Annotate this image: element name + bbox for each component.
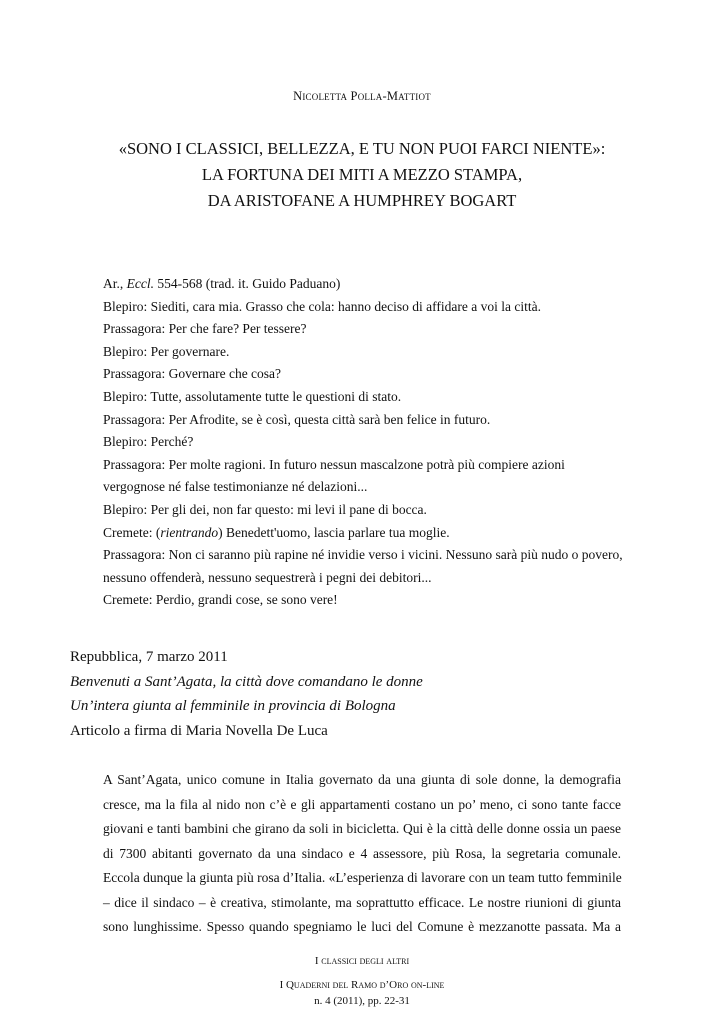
body-line: giovani e tanti bambini che girano da soli in bicicletta. Qui è la città delle donne ossia un paese (103, 821, 621, 836)
quote-line: Prassagora: Per Afrodite, se è così, questa città sarà ben felice in futuro. (103, 411, 491, 427)
cremete-prefix: Cremete: ( (103, 524, 161, 540)
page-footer (0, 953, 724, 1009)
title-line-3: DA ARISTOFANE A HUMPHREY BOGART (207, 191, 517, 210)
quote-source-suffix: 554-568 (trad. it. Guido Paduano) (153, 276, 341, 291)
cremete-suffix: ) Benedett'uomo, lascia parlare tua moglie. (218, 524, 450, 540)
title-line-1: «SONO I CLASSICI, BELLEZZA, E TU NON PUOI FARCI NIENTE»: (118, 139, 606, 158)
body-line: di 7300 abitanti governato da una sindaco e 4 assessore, più Rosa, la segretaria comunale. (103, 845, 621, 861)
quote-line: vergognose né false testimonianze né delazioni... (103, 479, 368, 495)
quote-line: Blepiro: Tutte, assolutamente tutte le questioni di stato. (103, 388, 402, 404)
quote-source (103, 273, 663, 296)
body-line: cresce, ma la fila al nido non c’è e gli appartamenti costano un po’ meno, ci sono tante facce (103, 796, 621, 812)
article-source: Repubblica, 7 marzo 2011 (70, 649, 228, 665)
quote-source-prefix: Ar., (103, 276, 127, 291)
body-line: A Sant’Agata, unico comune in Italia governato da una giunta di sole donne, la demografia (103, 772, 621, 787)
paper-title (0, 136, 724, 214)
quote-line: nessuno offenderà, nessuno sequestrerà i pegni dei debitori... (103, 569, 432, 585)
quote-source-work: Eccl. (126, 276, 154, 291)
footer-issue: n. 4 (2011), pp. 22-31 (314, 995, 410, 1007)
quote-line: Prassagora: Per che fare? Per tessere? (103, 321, 307, 337)
quote-line: Prassagora: Governare che cosa? (103, 366, 282, 382)
quote-line: Prassagora: Per molte ragioni. In futuro nessun mascalzone potrà più compiere azioni (103, 456, 565, 472)
article-headline: Benvenuti a Sant’Agata, la città dove comandano le donne (70, 673, 423, 690)
quote-line: Blepiro: Per gli dei, non far questo: mi levi il pane di bocca. (103, 501, 427, 517)
article-byline: Articolo a firma di Maria Novella De Luca (70, 722, 328, 739)
quote-line: Blepiro: Siediti, cara mia. Grasso che cola: hanno deciso di affidare a voi la città. (103, 298, 541, 314)
footer-series: I classici degli altri (314, 955, 410, 967)
title-line-2: LA FORTUNA DEI MITI A MEZZO STAMPA, (201, 165, 523, 184)
quote-line: Cremete: Perdio, grandi cose, se sono vere! (103, 592, 338, 608)
article-subheadline: Un’intera giunta al femminile in provincia di Bologna (70, 698, 396, 714)
footer-journal: I Quaderni del Ramo d’Oro on-line (279, 979, 445, 991)
body-line: Eccola dunque la giunta più rosa d’Italia. «L’esperienza di lavorare con un team tutto femminile (103, 870, 622, 885)
body-line: – dice il sindaco – è creativa, stimolante, ma soprattutto efficace. Le nostre riunioni di giunta (103, 894, 621, 910)
stage-direction: rientrando (160, 524, 219, 540)
quote-line: Blepiro: Perché? (103, 434, 194, 450)
article-body (103, 768, 621, 940)
quote-line: Prassagora: Non ci saranno più rapine né invidie verso i vicini. Nessuno sarà più nudo o povero, (103, 547, 623, 563)
quote-line-cremete (103, 522, 663, 545)
author-name (0, 89, 724, 104)
quotation-block (103, 273, 663, 612)
article-header (70, 645, 670, 743)
author-name-text: Nicoletta Polla-Mattiot (293, 89, 431, 103)
body-line: sono lunghissime. Spesso quando spegniamo le luci del Comune è mezzanotte passata. Ma a (103, 919, 621, 934)
quote-line: Blepiro: Per governare. (103, 343, 230, 359)
